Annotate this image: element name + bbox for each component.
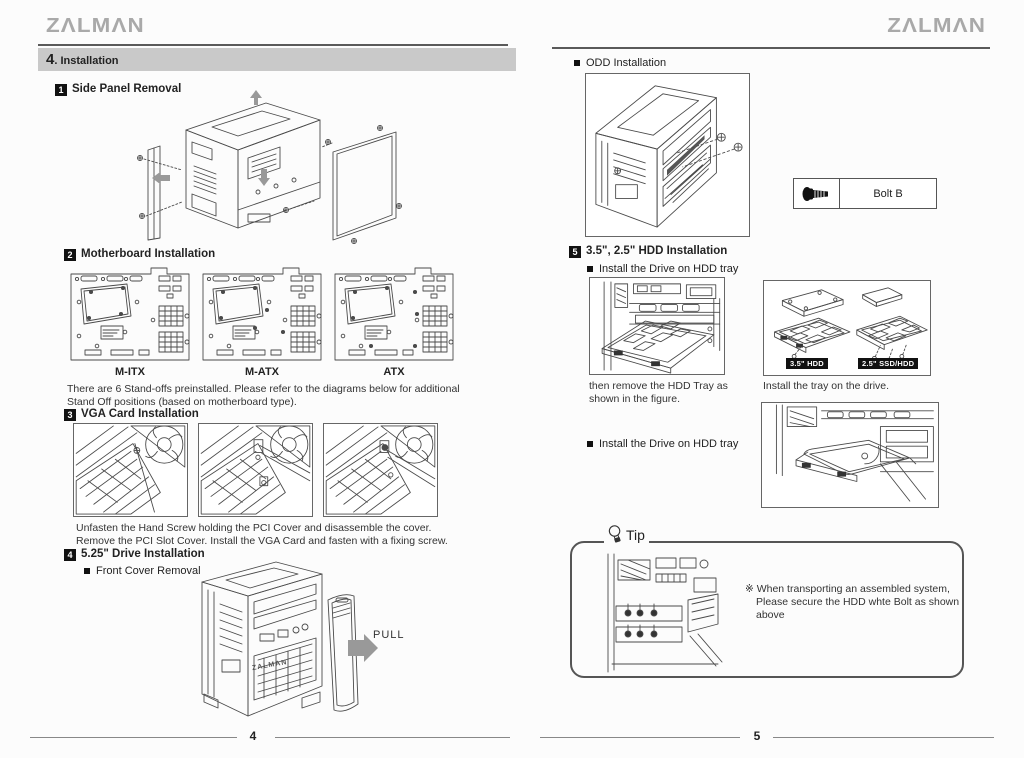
square-bullet-icon [574,60,580,66]
odd-installation-bullet [574,57,666,69]
bolt-label: Bolt B [873,187,903,200]
hdd-tray-bullet-2 [587,438,738,450]
caption-line1: then remove the HDD Tray as [589,380,728,392]
footer-rule [30,737,237,738]
vga-diagram-1 [73,423,188,517]
tip-title: Tip [626,527,645,543]
step-number-badge: 3 [64,409,76,421]
mobo-diagram-matx [198,262,326,364]
vga-note-line1: Unfasten the Hand Screw holding the PCI Cover and disassemble the cover. [76,522,432,534]
hdd-tray-removal-diagram [589,277,725,375]
zalman-logo-right: ZΛLMΛN [887,15,986,37]
footer-rule [773,737,994,738]
step-hdd-installation [569,245,727,258]
step-drive-installation [64,548,205,561]
odd-installation-diagram [585,73,750,237]
step-title: Side Panel Removal [72,83,182,95]
ssd-25-badge: 2.5" SSD/HDD [858,358,918,369]
step-number-badge: 5 [569,246,581,258]
footer-rule [540,737,740,738]
section-title: . Installation [54,55,119,67]
tip-note-line1: ※ When transporting an assembled system, [745,583,950,595]
mobo-label-matx: M-ATX [244,366,279,378]
step-title: Motherboard Installation [81,248,216,260]
step-number-badge: 1 [55,84,67,96]
step-title: 5.25" Drive Installation [81,548,205,560]
mobo-label-atx: ATX [383,366,405,378]
step-title: VGA Card Installation [81,408,199,420]
tip-note-line2: Please secure the HDD whte Bolt as shown [756,596,960,608]
page-number-left: 4 [249,729,257,743]
step-number-badge: 4 [64,549,76,561]
bolt-icon-cell [794,179,840,208]
hdd-35-badge: 3.5" HDD [786,358,828,369]
tip-note-line3: above [756,609,785,621]
square-bullet-icon [84,568,90,574]
mobo-note-line2: Stand Off positions (based on motherboard type). [67,396,297,408]
tray-on-drive-diagram [763,280,931,376]
mobo-label-mitx: M-ITX [115,366,145,378]
front-cover-removal-diagram [198,556,403,731]
step-number-badge: 2 [64,249,76,261]
square-bullet-icon [587,266,593,272]
header-rule-left [38,44,508,46]
tray-remove-caption [589,380,728,406]
mobo-note-line1: There are 6 Stand-offs preinstalled. Please refer to the diagrams below for additional [67,383,460,395]
bolt-b-legend [793,178,937,209]
tip-label [604,524,649,546]
caption-line2: shown in the figure. [589,393,681,405]
zalman-logo-left: ZΛLMΛN [46,15,145,37]
mobo-diagram-atx [330,262,458,364]
vga-note-line2: Remove the PCI Slot Cover. Install the VGA Card and fasten with a fixing screw. [76,535,448,547]
tip-note [745,583,959,622]
front-cover-removal-bullet [84,565,201,577]
side-panel-removal-diagram [128,90,413,248]
mobo-diagram-mitx [66,262,194,364]
tray-install-caption: Install the tray on the drive. [763,380,890,392]
bullet-label: Front Cover Removal [96,565,201,577]
tray-insert-diagram [761,402,939,508]
tip-diagram [598,552,726,674]
hdd-tray-bullet-1 [587,263,738,275]
section-header-bar [38,48,516,71]
bullet-label: Install the Drive on HDD tray [599,438,739,450]
step-vga-card-installation [64,408,199,421]
mobo-note [67,383,460,409]
footer-rule [275,737,510,738]
step-title: 3.5", 2.5" HDD Installation [586,245,728,257]
step-motherboard-installation [64,248,215,261]
bullet-label: Install the Drive on HDD tray [599,263,739,275]
pull-label: PULL [373,629,405,641]
vga-note [76,522,448,548]
section-number: 4 [46,51,55,68]
lightbulb-icon [608,524,623,546]
header-rule-right [552,47,990,49]
bullet-label: ODD Installation [586,57,667,69]
square-bullet-icon [587,441,593,447]
vga-diagram-3 [323,423,438,517]
vga-diagram-2 [198,423,313,517]
bolt-icon [801,185,833,203]
page-number-right: 5 [753,729,761,743]
case-brand-text: ZALMAN [251,658,288,673]
